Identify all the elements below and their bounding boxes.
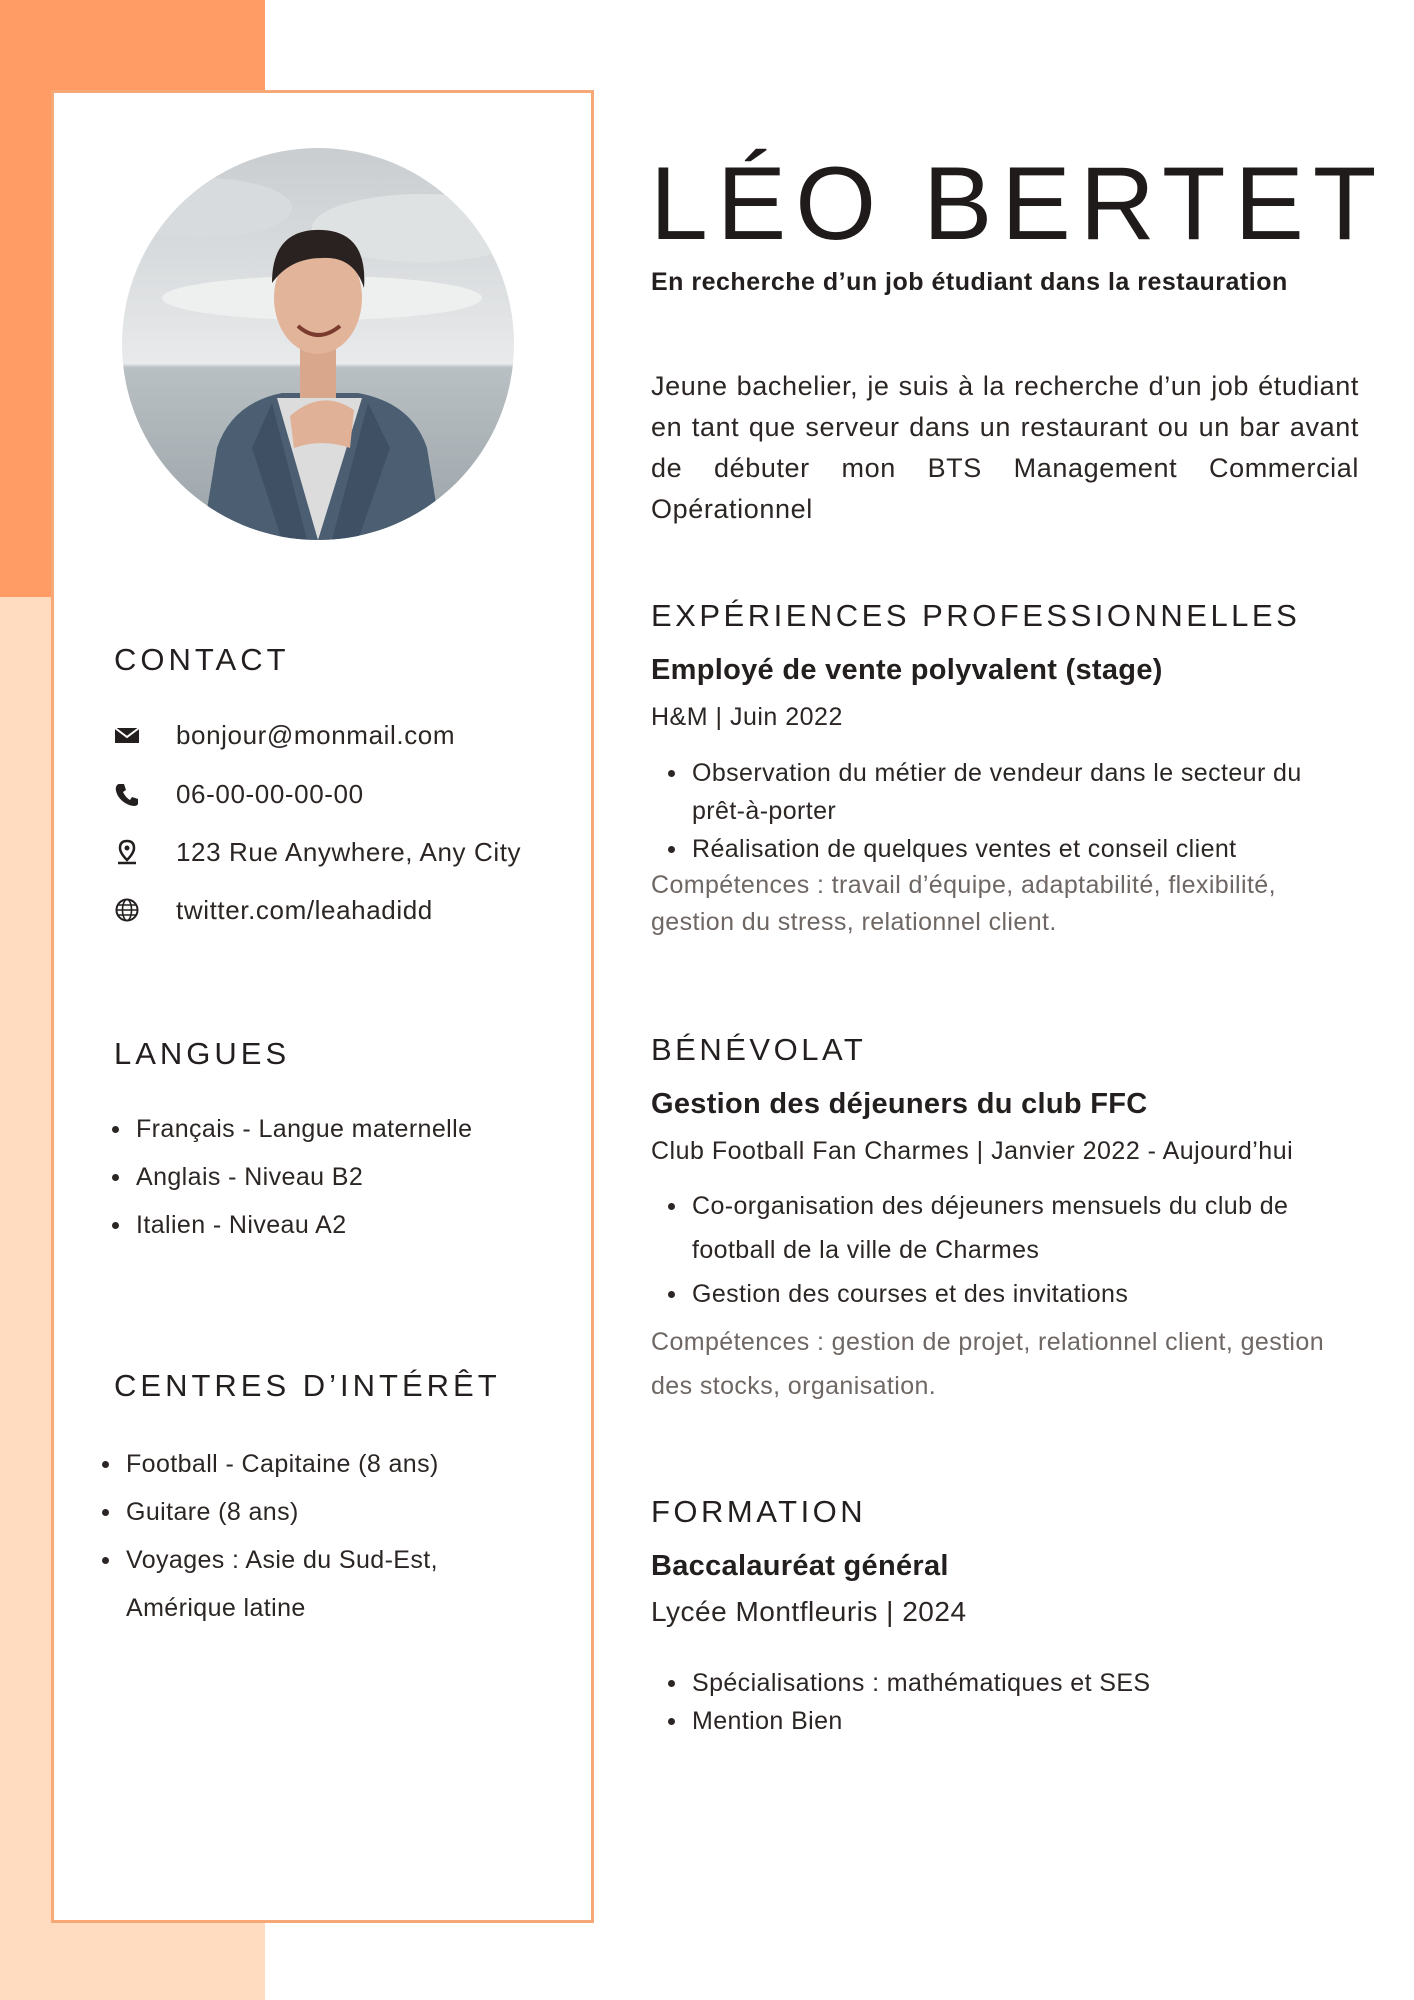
list-item: Observation du métier de vendeur dans le secteur du prêt-à-porter	[666, 754, 1356, 830]
experience-heading: EXPÉRIENCES PROFESSIONNELLES	[651, 598, 1301, 633]
contact-phone-text: 06-00-00-00-00	[176, 778, 364, 809]
contact-address-text: 123 Rue Anywhere, Any City	[176, 836, 522, 867]
phone-icon	[114, 780, 146, 808]
tagline: En recherche d’un job étudiant dans la restauration	[651, 268, 1288, 296]
contact-heading: CONTACT	[114, 642, 290, 677]
list-item: Réalisation de quelques ventes et conseil client	[666, 830, 1356, 868]
contact-web-text: twitter.com/leahadidd	[176, 894, 433, 925]
list-item: Voyages : Asie du Sud-Est, Amérique latine	[100, 1536, 540, 1632]
languages-list	[110, 1108, 472, 1252]
envelope-icon	[114, 721, 146, 749]
volunteer-meta: Club Football Fan Charmes | Janvier 2022 - Aujourd’hui	[651, 1137, 1294, 1165]
contact-email-text: bonjour@monmail.com	[176, 719, 456, 750]
list-item: Gestion des courses et des invitations	[666, 1272, 1356, 1316]
experience-meta: H&M | Juin 2022	[651, 703, 843, 731]
globe-icon	[114, 896, 146, 924]
experience-job-title: Employé de vente polyvalent (stage)	[651, 654, 1163, 686]
education-meta: Lycée Montfleuris | 2024	[651, 1596, 967, 1627]
list-item: Italien - Niveau A2	[110, 1204, 472, 1252]
education-bullets	[666, 1664, 1356, 1740]
interests-list	[100, 1440, 540, 1632]
contact-address[interactable]	[114, 832, 521, 872]
experience-bullets	[666, 754, 1356, 868]
contact-phone[interactable]	[114, 774, 364, 814]
list-item: Français - Langue maternelle	[110, 1108, 472, 1156]
location-pin-icon	[114, 838, 146, 866]
education-heading: FORMATION	[651, 1494, 867, 1529]
experience-skills: Compétences : travail d’équipe, adaptabilité, flexibilité, gestion du stress, relationnel client.	[651, 871, 1276, 936]
profile-photo	[122, 148, 514, 540]
languages-heading: LANGUES	[114, 1036, 291, 1071]
list-item: Mention Bien	[666, 1702, 1356, 1740]
list-item: Anglais - Niveau B2	[110, 1156, 472, 1204]
contact-email[interactable]	[114, 715, 455, 755]
volunteer-skills: Compétences : gestion de projet, relationnel client, gestion des stocks, organisation.	[651, 1328, 1324, 1400]
contact-web[interactable]	[114, 890, 433, 930]
volunteer-bullets	[666, 1184, 1356, 1316]
profile-photo-image	[122, 148, 514, 540]
volunteer-job-title: Gestion des déjeuners du club FFC	[651, 1088, 1148, 1120]
list-item: Spécialisations : mathématiques et SES	[666, 1664, 1356, 1702]
list-item: Co-organisation des déjeuners mensuels du club de football de la ville de Charmes	[666, 1184, 1356, 1272]
volunteer-heading: BÉNÉVOLAT	[651, 1032, 867, 1067]
interests-heading: CENTRES D’INTÉRÊT	[114, 1368, 501, 1403]
summary: Jeune bachelier, je suis à la recherche d’un job étudiant en tant que serveur dans un restaurant ou un bar avant de débuter mon BTS Management Commercial Opérationnel	[651, 371, 1359, 524]
education-degree: Baccalauréat général	[651, 1550, 949, 1582]
list-item: Guitare (8 ans)	[100, 1488, 540, 1536]
list-item: Football - Capitaine (8 ans)	[100, 1440, 540, 1488]
candidate-name: LÉO BERTET	[650, 146, 1386, 262]
